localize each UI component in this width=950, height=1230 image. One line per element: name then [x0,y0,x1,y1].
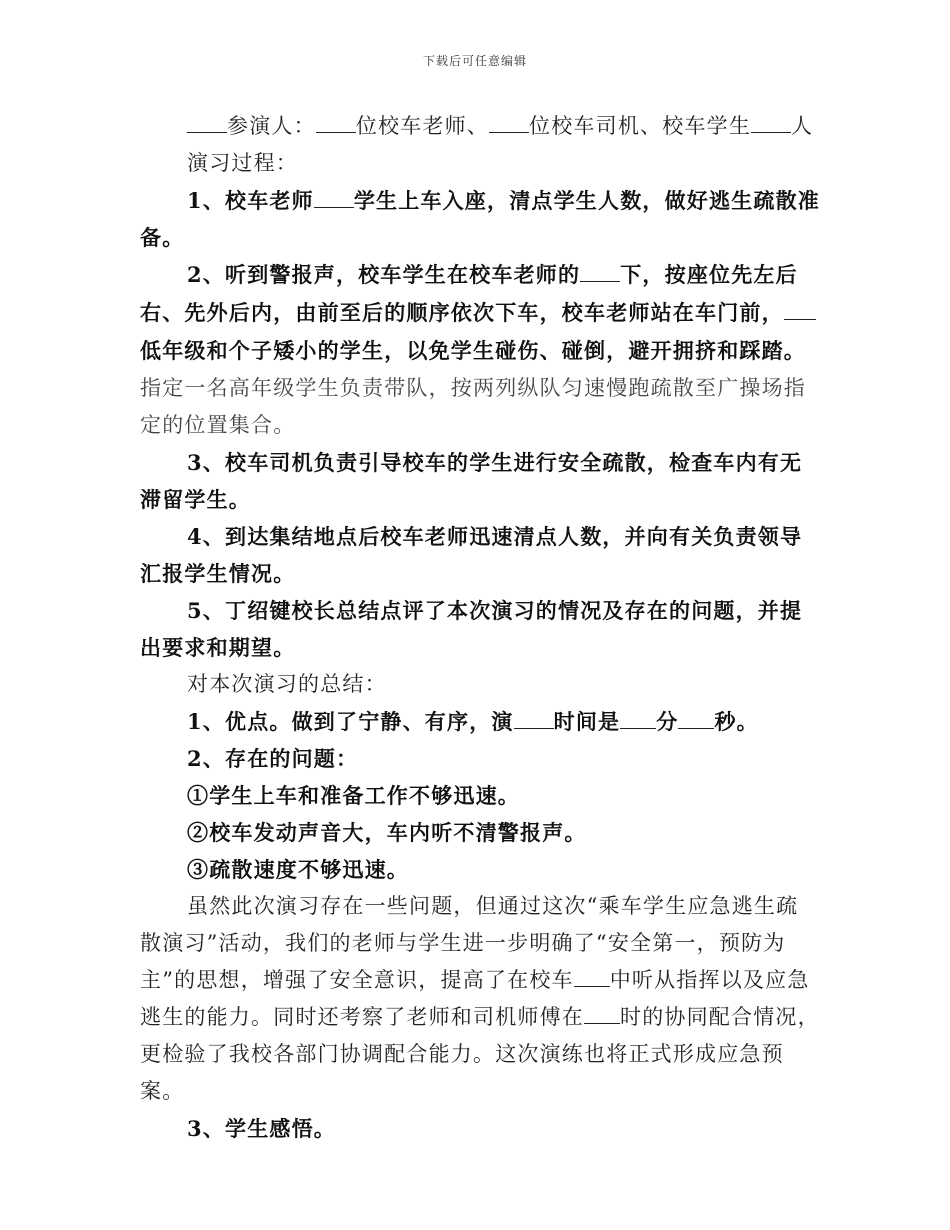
text-segment: 1、校车老师 [187,188,314,213]
step-1 [140,182,820,256]
issue-1: ①学生上车和准备工作不够迅速。 [187,783,520,808]
blank-field [316,112,356,133]
text-segment: 1、优点。做到了宁静、有序，演 [187,709,514,734]
issue-3: ③疏散速度不够迅速。 [187,857,409,882]
text-segment: 学生上车入座，清点学生人数，做好逃生疏散准备。 [140,188,821,250]
summary-title: 对本次演习的总结： [187,672,387,696]
issue-2: ②校车发动声音大，车内听不清警报声。 [187,820,587,845]
step-5: 5、丁绍键校长总结点评了本次演习的情况及存在的问题，并提出要求和期望。 [140,598,803,660]
blank-field [580,261,620,282]
text-segment: 时间是 [553,709,621,734]
process-title: 演习过程： [187,151,298,175]
text-segment: 时的协同配合情况，更检验了我校各部门协调配合能力。这次演练也将正式形成应急预案。 [140,1005,820,1103]
summary-pro [140,703,820,740]
step-2 [140,256,820,444]
blank-field [678,708,714,729]
issues-title: 2、存在的问题： [187,746,359,771]
blank-field [514,708,554,729]
blank-field [620,708,656,729]
text-segment: 位校车司机、校车学生 [529,114,752,138]
text-segment: 人 [791,114,814,138]
text-segment: 低年级和个子矮小的学生，以免学生碰伤、碰倒，避开拥挤和踩踏。 [140,338,806,363]
text-segment: 参演人： [227,114,316,138]
step-4: 4、到达集结地点后校车老师迅速清点人数，并向有关负责领导汇报学生情况。 [140,524,803,586]
text-segment: 2、听到警报声，校车学生在校车老师的 [187,262,581,287]
blank-field [574,966,610,987]
blank-field [784,299,816,320]
page-header: 下载后可任意编辑 [422,54,527,68]
blank-field [584,1003,620,1024]
summary-paragraph [140,888,820,1110]
blank-field [187,112,227,133]
blank-field [489,112,529,133]
text-segment: 位校车老师、 [355,114,490,138]
step-3: 3、校车司机负责引导校车的学生进行安全疏散，检查车内有无滞留学生。 [140,450,803,512]
text-segment: 秒。 [714,709,759,734]
document-body [140,108,820,1147]
student-feelings: 3、学生感悟。 [187,1116,337,1141]
text-segment: 分 [656,709,679,734]
text-segment: 虽然此次演习存在一些问题，但通过这次“乘车学生应急逃生疏散演习”活动，我们的老师与学生进一步明确了“安全第一，预防为主”的思想，增强了安全意识，提高了在校车 [140,894,799,992]
blank-field [314,187,354,208]
blank-field [751,112,791,133]
text-segment: 下，按座位先左后右、先外后内，由前至后的顺序依次下车，校车老师站在车门前， [140,262,798,325]
text-segment: 中听从指挥以及应急逃生的能力。同时还考察了老师和司机师傅在 [140,968,810,1029]
text-segment: 指定一名高年级学生负责带队，按两列纵队匀速慢跑疏散至广操场指定的位置集合。 [140,376,806,437]
participants-line [140,108,820,145]
